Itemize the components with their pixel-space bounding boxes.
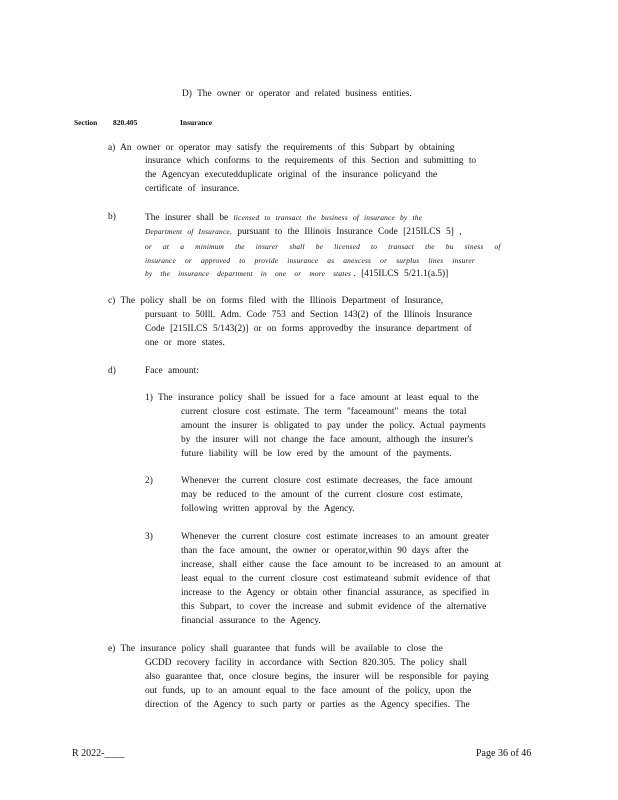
para-d1-line: by the insurer will not change the face amount, although the insurer's xyxy=(181,435,473,445)
para-d1-line: future liability will be low ered by the amount of the payments. xyxy=(181,449,452,459)
para-d-marker: d) xyxy=(108,366,116,376)
para-a-line: certificate of insurance. xyxy=(145,184,240,194)
para-d1-line: current closure cost estimate. The term "faceamount" means the total xyxy=(181,407,467,417)
para-d3-line: Whenever the current closure cost estimate increases to an amount greater xyxy=(181,532,489,542)
para-d3-line: this Subpart, to cover the increase and submit evidence of the alternative xyxy=(181,602,487,612)
para-a-line: a) An owner or operator may satisfy the requirements of this Subpart by obtaining xyxy=(108,143,455,153)
footer-docket: R 2022-____ xyxy=(72,748,125,759)
para-d2-line: following written approval by the Agency. xyxy=(181,504,355,514)
para-c-line: one or more states. xyxy=(145,338,225,348)
para-d-heading: Face amount: xyxy=(145,366,199,376)
section-title: Insurance xyxy=(180,118,213,127)
para-c-line: Code [215ILCS 5/143(2)] or on forms approvedby the insurance department of xyxy=(145,324,472,334)
para-d2-marker: 2) xyxy=(145,476,153,486)
top-item-d: D) The owner or operator and related business entities. xyxy=(182,89,412,99)
para-d3-line: increase, shall either cause the face amount to be increased to an amount at xyxy=(181,560,502,570)
para-b-line: insurance or approved to provide insurance as anexcess or surplus lines insurer xyxy=(145,256,475,265)
footer-page-number: Page 36 of 46 xyxy=(476,748,532,759)
para-d3-line: increase to the Agency or obtain other financial assurance, as specified in xyxy=(181,588,489,598)
para-d2-line: Whenever the current closure cost estimate decreases, the face amount xyxy=(181,476,473,486)
para-d2-line: may be reduced to the amount of the current closure cost estimate, xyxy=(181,490,463,500)
para-e-line: e) The insurance policy shall guarantee that funds will be available to close the xyxy=(108,644,443,654)
para-d3-line: least equal to the current closure cost estimateand submit evidence of that xyxy=(181,574,491,584)
para-c-line: c) The policy shall be on forms filed with the Illinois Department of Insurance, xyxy=(108,296,444,306)
para-e-line: GCDD recovery facility in accordance with Section 820.305. The policy shall xyxy=(145,658,467,668)
para-d3-line: financial assurance to the Agency. xyxy=(181,616,321,626)
para-b-marker: b) xyxy=(108,212,116,222)
para-a-line: the Agencyan executedduplicate original of the insurance policyand the xyxy=(145,170,438,180)
para-e-line: out funds, up to an amount equal to the face amount of the policy, upon the xyxy=(145,686,472,696)
para-d3-line: than the face amount, the owner or operator,within 90 days after the xyxy=(181,546,469,556)
section-number: 820.405 xyxy=(113,118,138,127)
para-d1-line: 1) The insurance policy shall be issued for a face amount at least equal to the xyxy=(145,393,479,403)
para-b-line: by the insurance department in one or more states . [415ILCS 5/21.1(a.5)] xyxy=(145,269,449,279)
para-d1-line: amount the insurer is obligated to pay under the policy. Actual payments xyxy=(181,421,486,431)
para-b-line: The insurer shall be licensed to transact the business of insurance by the xyxy=(145,213,423,223)
para-b-line: or at a minimum the insurer shall be licensed to transact the bu siness of xyxy=(145,242,501,251)
para-e-line: direction of the Agency to such party or parties as the Agency specifies. The xyxy=(145,700,470,710)
para-a-line: insurance which conforms to the requirements of this Section and submitting to xyxy=(145,156,477,166)
para-b-line: Department of Insurance, pursuant to the Illinois Insurance Code [215ILCS 5] , xyxy=(145,227,462,237)
para-c-line: pursuant to 50Ill. Adm. Code 753 and Section 143(2) of the Illinois Insurance xyxy=(145,310,473,320)
para-d3-marker: 3) xyxy=(145,532,153,542)
section-label: Section xyxy=(74,118,98,127)
para-e-line: also guarantee that, once closure begins, the insurer will be responsible for paying xyxy=(145,672,489,682)
